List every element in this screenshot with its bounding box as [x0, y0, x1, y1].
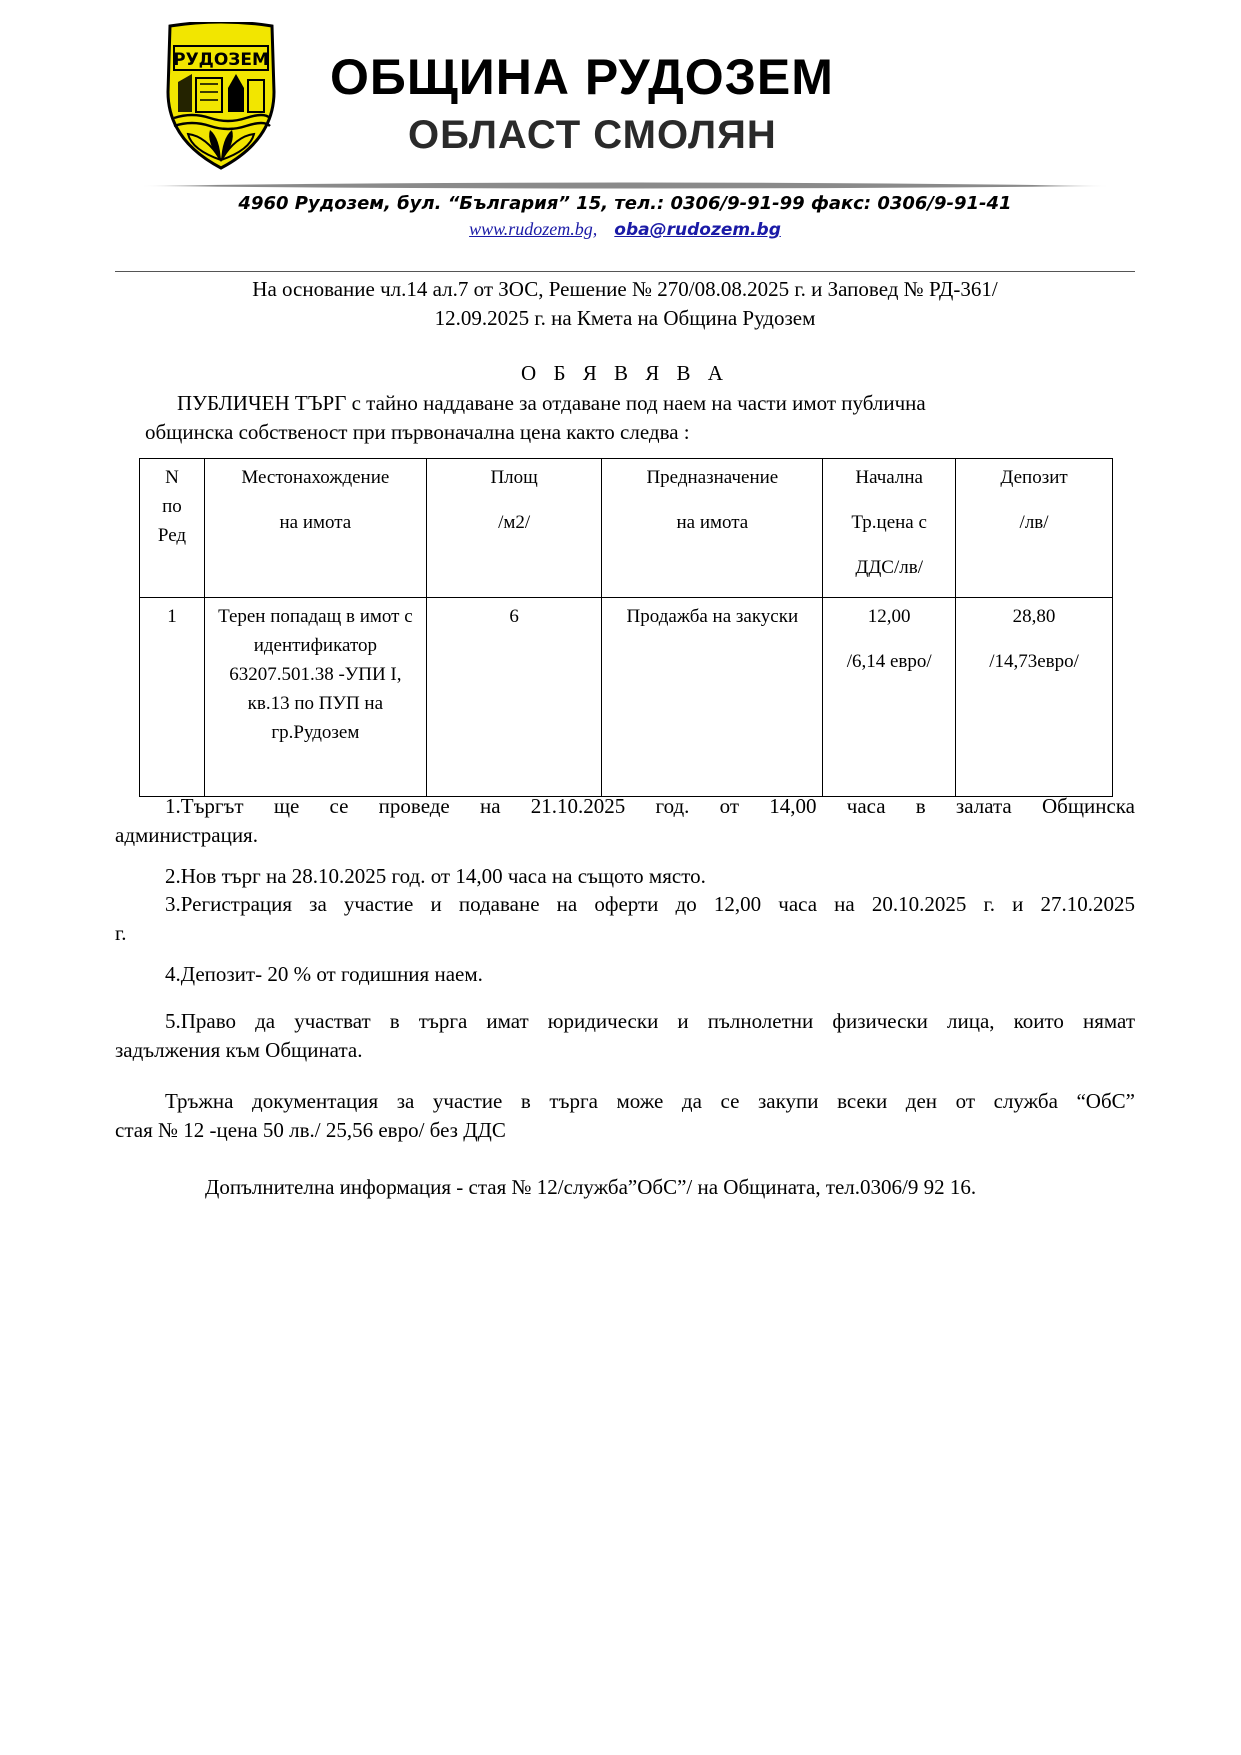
clause-4: 4.Депозит- 20 % от годишния наем.: [165, 962, 483, 986]
region-subtitle: ОБЛАСТ СМОЛЯН: [408, 113, 777, 157]
tender-intro: [145, 389, 1105, 447]
cell-purpose: Продажба на закуски: [602, 598, 823, 797]
clause-2: 2.Нов търг на 28.10.2025 год. от 14,00 часа на същото място.: [165, 864, 706, 888]
header-area: Площ /м2/: [426, 459, 602, 598]
municipality-coat-of-arms: [162, 22, 280, 170]
intro-line: общинска собственост при първоначална цена както следва :: [145, 420, 690, 444]
clause-5: 5.Право да участват в търга имат юридически и пълнолетни физически лица, които нямат задължения към Общината.: [115, 1009, 1135, 1062]
contact-address: 4960 Рудозем, бул. “България” 15, тел.: 0306/9-91-99 факс: 0306/9-91-41: [238, 193, 1012, 214]
header-location: Местонахождение на имота: [204, 459, 426, 598]
table-row: [140, 598, 1113, 797]
email-link[interactable]: oba@rudozem.bg: [614, 220, 781, 240]
header-purpose: Предназначение на имота: [602, 459, 823, 598]
cell-location: Терен попадащ в имот с идентификатор 63207.501.38 -УПИ I, кв.13 по ПУП на гр.Рудозем: [204, 598, 426, 797]
property-table: [139, 458, 1113, 797]
cell-area: 6: [426, 598, 602, 797]
additional-info: Допълнителна информация - стая № 12/служба”ОбС”/ на Общината, тел.0306/9 92 16.: [205, 1175, 977, 1199]
legal-basis-line: 12.09.2025 г. на Кмета на Община Рудозем: [434, 306, 816, 330]
contact-links: [140, 219, 1110, 240]
deposit-bgn: 28,80: [1012, 606, 1056, 627]
header-start-price: Начална Тр.цена с ДДС/лв/: [823, 459, 956, 598]
deposit-eur: /14,73евро/: [989, 651, 1079, 672]
cell-deposit: [956, 598, 1113, 797]
content-divider: [115, 271, 1135, 272]
tender-docs-note: Тръжна документация за участие в търга може да се закупи всеки ден от служба “ОбС” стая № 12 -цена 50 лв./ 25,56 евро/ без ДДС: [115, 1089, 1135, 1142]
header-deposit: Депозит /лв/: [956, 459, 1113, 598]
price-eur: /6,14 евро/: [846, 651, 932, 672]
legal-basis-line: На основание чл.14 ал.7 от ЗОС, Решение № 270/08.08.2025 г. и Заповед № РД-361/: [252, 277, 998, 301]
legal-basis: [115, 275, 1135, 333]
price-bgn: 12,00: [867, 606, 911, 627]
header-row-number: N по Ред: [140, 459, 205, 598]
table-header-row: [140, 459, 1113, 598]
intro-line: ПУБЛИЧЕН ТЪРГ с тайно наддаване за отдаване под наем на части имот публична: [177, 391, 926, 415]
website-link[interactable]: www.rudozem.bg,: [469, 219, 598, 239]
clause-1: 1.Търгът ще се проведе на 21.10.2025 год. от 14,00 часа в залата Общинска администрация.: [115, 794, 1135, 847]
header-divider: [140, 178, 1110, 188]
clause-3: 3.Регистрация за участие и подаване на оферти до 12,00 часа на 20.10.2025 г. и 27.10.2025 г.: [115, 892, 1135, 945]
cell-start-price: [823, 598, 956, 797]
cell-row-number: 1: [140, 598, 205, 797]
announcement-heading: О Б Я В Я В А: [521, 361, 729, 385]
municipality-title: ОБЩИНА РУДОЗЕМ: [330, 49, 834, 105]
svg-text:РУДОЗЕМ: РУДОЗЕМ: [173, 50, 269, 70]
